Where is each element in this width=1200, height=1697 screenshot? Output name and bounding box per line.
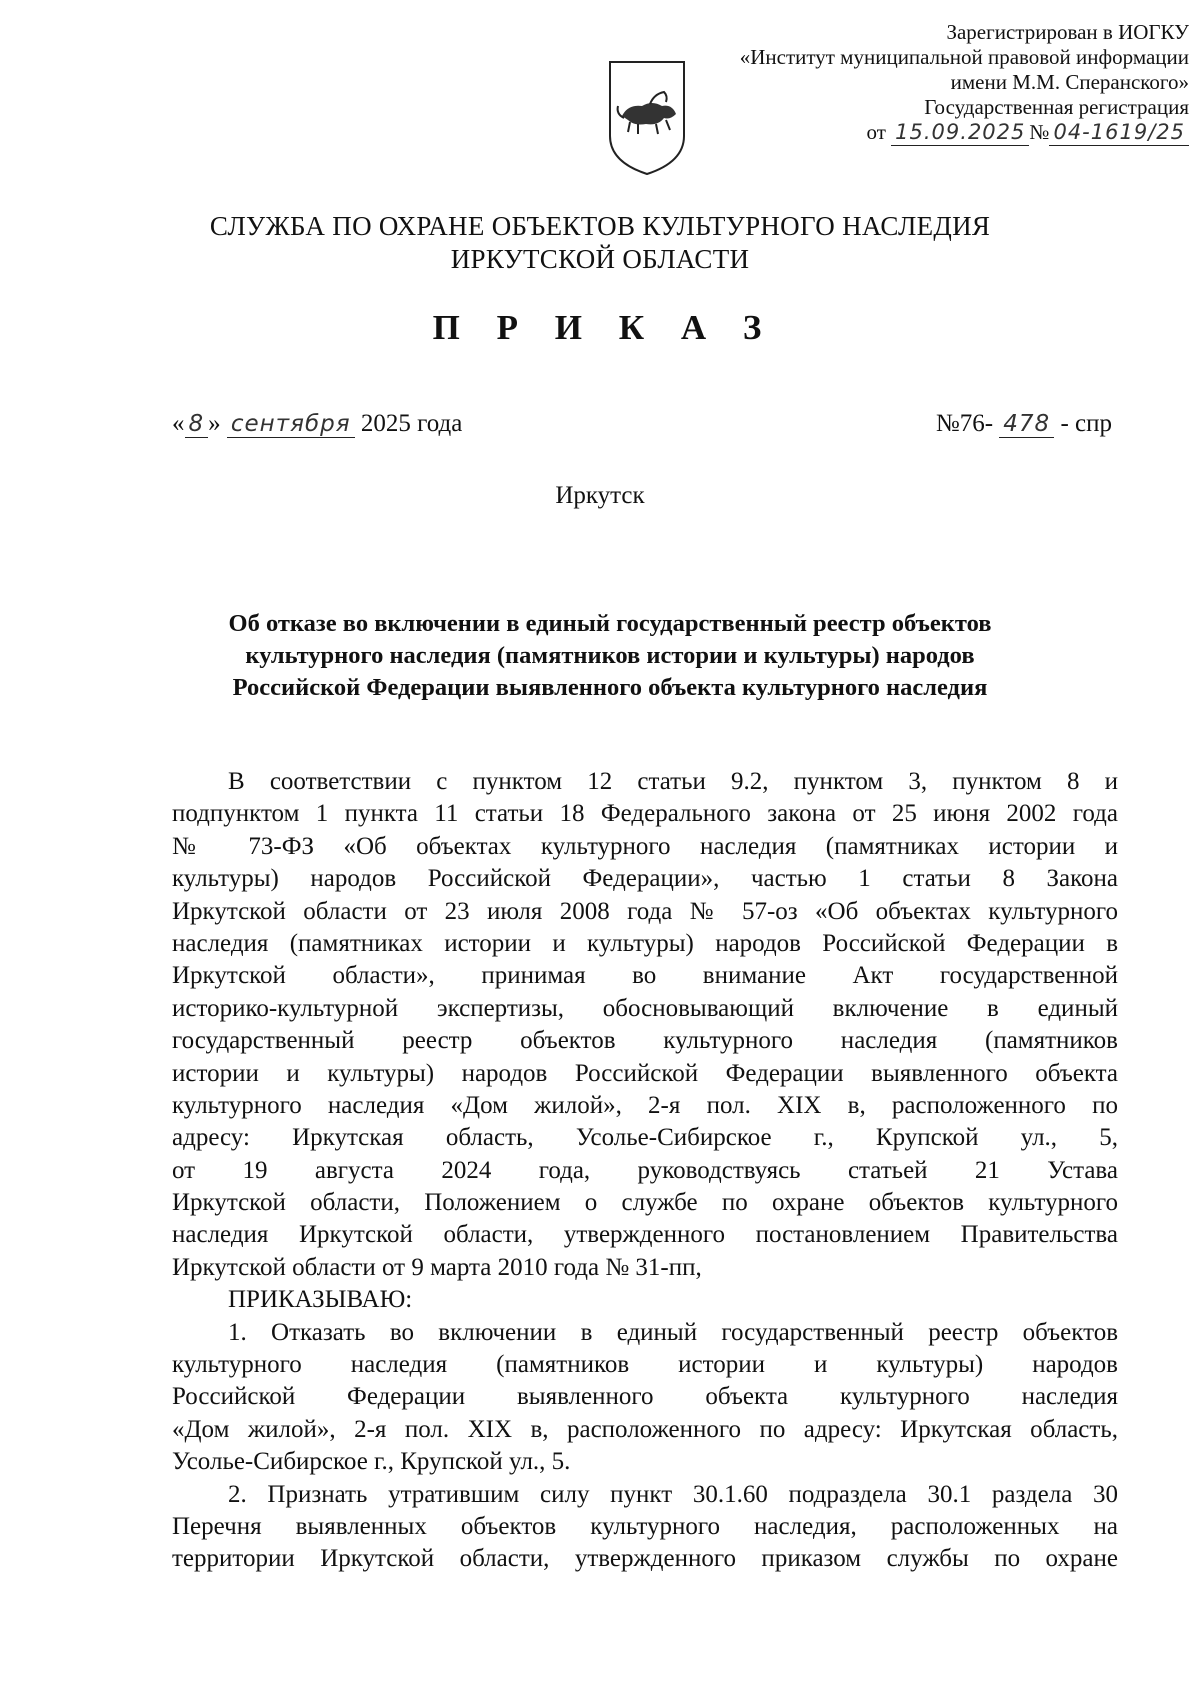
order-body bbox=[172, 766, 1118, 1576]
body-line: 2. Признать утратившим силу пункт 30.1.60 подраздела 30.1 раздела 30 bbox=[228, 1480, 1118, 1508]
heading-line-3: Российской Федерации выявленного объекта культурного наследия bbox=[232, 674, 988, 701]
order-directive: ПРИКАЗЫВАЮ: bbox=[228, 1286, 413, 1314]
body-line: В соответствии с пунктом 12 статьи 9.2, пунктом 3, пунктом 8 и bbox=[228, 768, 1118, 795]
registration-number-label: № bbox=[1029, 120, 1050, 144]
agency-name bbox=[0, 210, 1200, 276]
body-line: культурного наследия (памятников истории и культуры) народов bbox=[172, 1351, 1118, 1379]
body-line: «Дом жилой», 2-я пол. XIX в, расположенного по адресу: Иркутская область, bbox=[172, 1415, 1118, 1443]
body-line: Перечня выявленных объектов культурного наследия, расположенных на bbox=[172, 1512, 1118, 1540]
order-day: 8 bbox=[185, 411, 209, 438]
body-line: Усолье-Сибирское г., Крупской ул., 5. bbox=[172, 1448, 571, 1476]
date-open-quote: « bbox=[172, 410, 185, 437]
body-line: Иркутской области, Положением о службе по охране объектов культурного bbox=[172, 1189, 1118, 1217]
body-line: наследия (памятниках истории и культуры) народов Российской Федерации в bbox=[172, 929, 1118, 957]
body-line: от 19 августа 2024 года, руководствуясь статьей 21 Устава bbox=[172, 1156, 1118, 1184]
body-line: 1. Отказать во включении в единый государственный реестр объектов bbox=[228, 1318, 1118, 1346]
registration-line-4: Государственная регистрация bbox=[924, 95, 1189, 119]
body-line: подпунктом 1 пункта 11 статьи 18 Федерального закона от 25 июня 2002 года bbox=[172, 800, 1118, 828]
heading-line-2: культурного наследия (памятников истории и культуры) народов bbox=[245, 642, 975, 669]
agency-name-line-2: ИРКУТСКОЙ ОБЛАСТИ bbox=[450, 244, 750, 274]
body-line: наследия Иркутской области, утвержденного постановлением Правительства bbox=[172, 1221, 1118, 1249]
registration-stamp bbox=[629, 20, 1189, 146]
order-number-suffix: - спр bbox=[1060, 410, 1112, 437]
order-number-prefix: №76- bbox=[935, 410, 994, 437]
order-month: сентября bbox=[227, 411, 355, 438]
registration-line-2: «Институт муниципальной правовой информации bbox=[739, 45, 1189, 69]
body-line: Иркутской области от 23 июля 2008 года № 57-оз «Об объектах культурного bbox=[172, 897, 1118, 925]
order-number bbox=[936, 410, 1112, 438]
body-line: Иркутской области», принимая во внимание Акт государственной bbox=[172, 962, 1118, 990]
order-year: 2025 года bbox=[360, 410, 463, 437]
registration-line-3: имени М.М. Сперанского» bbox=[950, 70, 1189, 94]
body-line: адресу: Иркутская область, Усолье-Сибирское г., Крупской ул., 5, bbox=[172, 1124, 1118, 1152]
body-line: государственный реестр объектов культурного наследия (памятников bbox=[172, 1027, 1118, 1055]
order-date bbox=[172, 410, 462, 438]
body-line: культурного наследия «Дом жилой», 2-я пол. XIX в, расположенного по bbox=[172, 1091, 1118, 1119]
registration-line-1: Зарегистрирован в ИОГКУ bbox=[946, 20, 1189, 44]
date-close-quote: » bbox=[208, 410, 221, 437]
registration-number: 04-1619/25 bbox=[1049, 120, 1189, 146]
body-line: Российской Федерации выявленного объекта культурного наследия bbox=[172, 1383, 1118, 1411]
registration-date-line bbox=[629, 120, 1189, 146]
body-line: истории и культуры) народов Российской Федерации выявленного объекта bbox=[172, 1059, 1118, 1087]
body-line: культуры) народов Российской Федерации», частью 1 статьи 8 Закона bbox=[172, 865, 1118, 893]
order-heading bbox=[170, 608, 1050, 704]
body-line: территории Иркутской области, утвержденного приказом службы по охране bbox=[172, 1545, 1118, 1573]
registration-from-label: от bbox=[866, 120, 886, 144]
document-type-title: П Р И К А З bbox=[432, 308, 776, 347]
order-number-value: 478 bbox=[999, 411, 1054, 438]
city-name: Иркутск bbox=[555, 482, 645, 509]
body-line: историко-культурной экспертизы, обосновывающий включение в единый bbox=[172, 994, 1118, 1022]
registration-date: 15.09.2025 bbox=[891, 120, 1029, 146]
body-line: Иркутской области от 9 марта 2010 года № 31-пп, bbox=[172, 1253, 702, 1281]
agency-name-line-1: СЛУЖБА ПО ОХРАНЕ ОБЪЕКТОВ КУЛЬТУРНОГО НАСЛЕДИЯ bbox=[209, 211, 991, 241]
heading-line-1: Об отказе во включении в единый государственный реестр объектов bbox=[228, 610, 992, 637]
body-line: № 73-ФЗ «Об объектах культурного наследия (памятниках истории и bbox=[172, 832, 1118, 860]
